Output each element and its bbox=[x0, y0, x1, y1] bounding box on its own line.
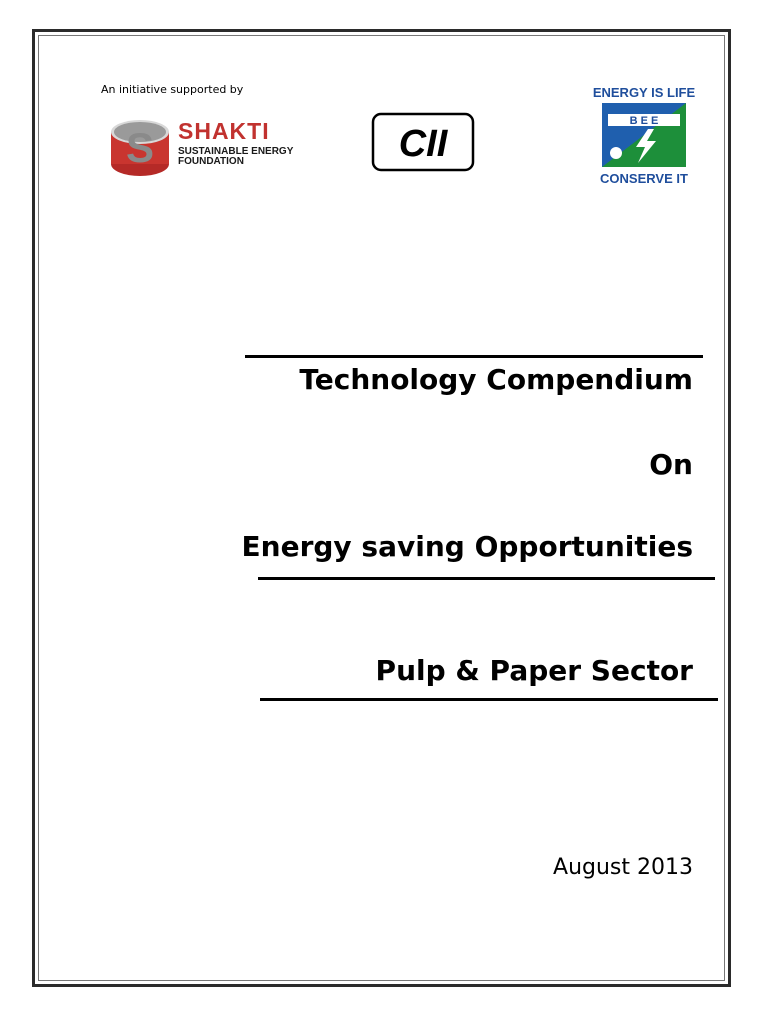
bee-top-text: ENERGY IS LIFE bbox=[592, 85, 696, 100]
shakti-subtitle bbox=[178, 147, 293, 167]
bee-bottom-text: CONSERVE IT bbox=[600, 171, 688, 186]
bee-middle-text: B E E bbox=[629, 115, 659, 127]
publication-date: August 2013 bbox=[553, 855, 693, 880]
bee-logo bbox=[592, 81, 696, 187]
title-middle-rule bbox=[258, 577, 715, 580]
cii-logo-text: CII bbox=[398, 123, 448, 165]
title-bottom-rule bbox=[260, 698, 718, 701]
shakti-logo bbox=[110, 116, 170, 178]
cii-logo bbox=[371, 112, 475, 172]
title-line-3: Energy saving Opportunities bbox=[241, 530, 693, 563]
shakti-name: SHAKTI bbox=[178, 118, 270, 144]
shakti-sub-line1: SUSTAINABLE ENERGY bbox=[178, 146, 294, 157]
title-line-1: Technology Compendium bbox=[299, 363, 693, 396]
title-top-rule bbox=[245, 355, 703, 358]
shakti-sub-line2: FOUNDATION bbox=[178, 156, 244, 167]
initiative-text: An initiative supported by bbox=[101, 83, 244, 96]
title-line-2: On bbox=[649, 448, 693, 481]
svg-text:S: S bbox=[125, 124, 155, 171]
title-line-4: Pulp & Paper Sector bbox=[375, 654, 693, 687]
